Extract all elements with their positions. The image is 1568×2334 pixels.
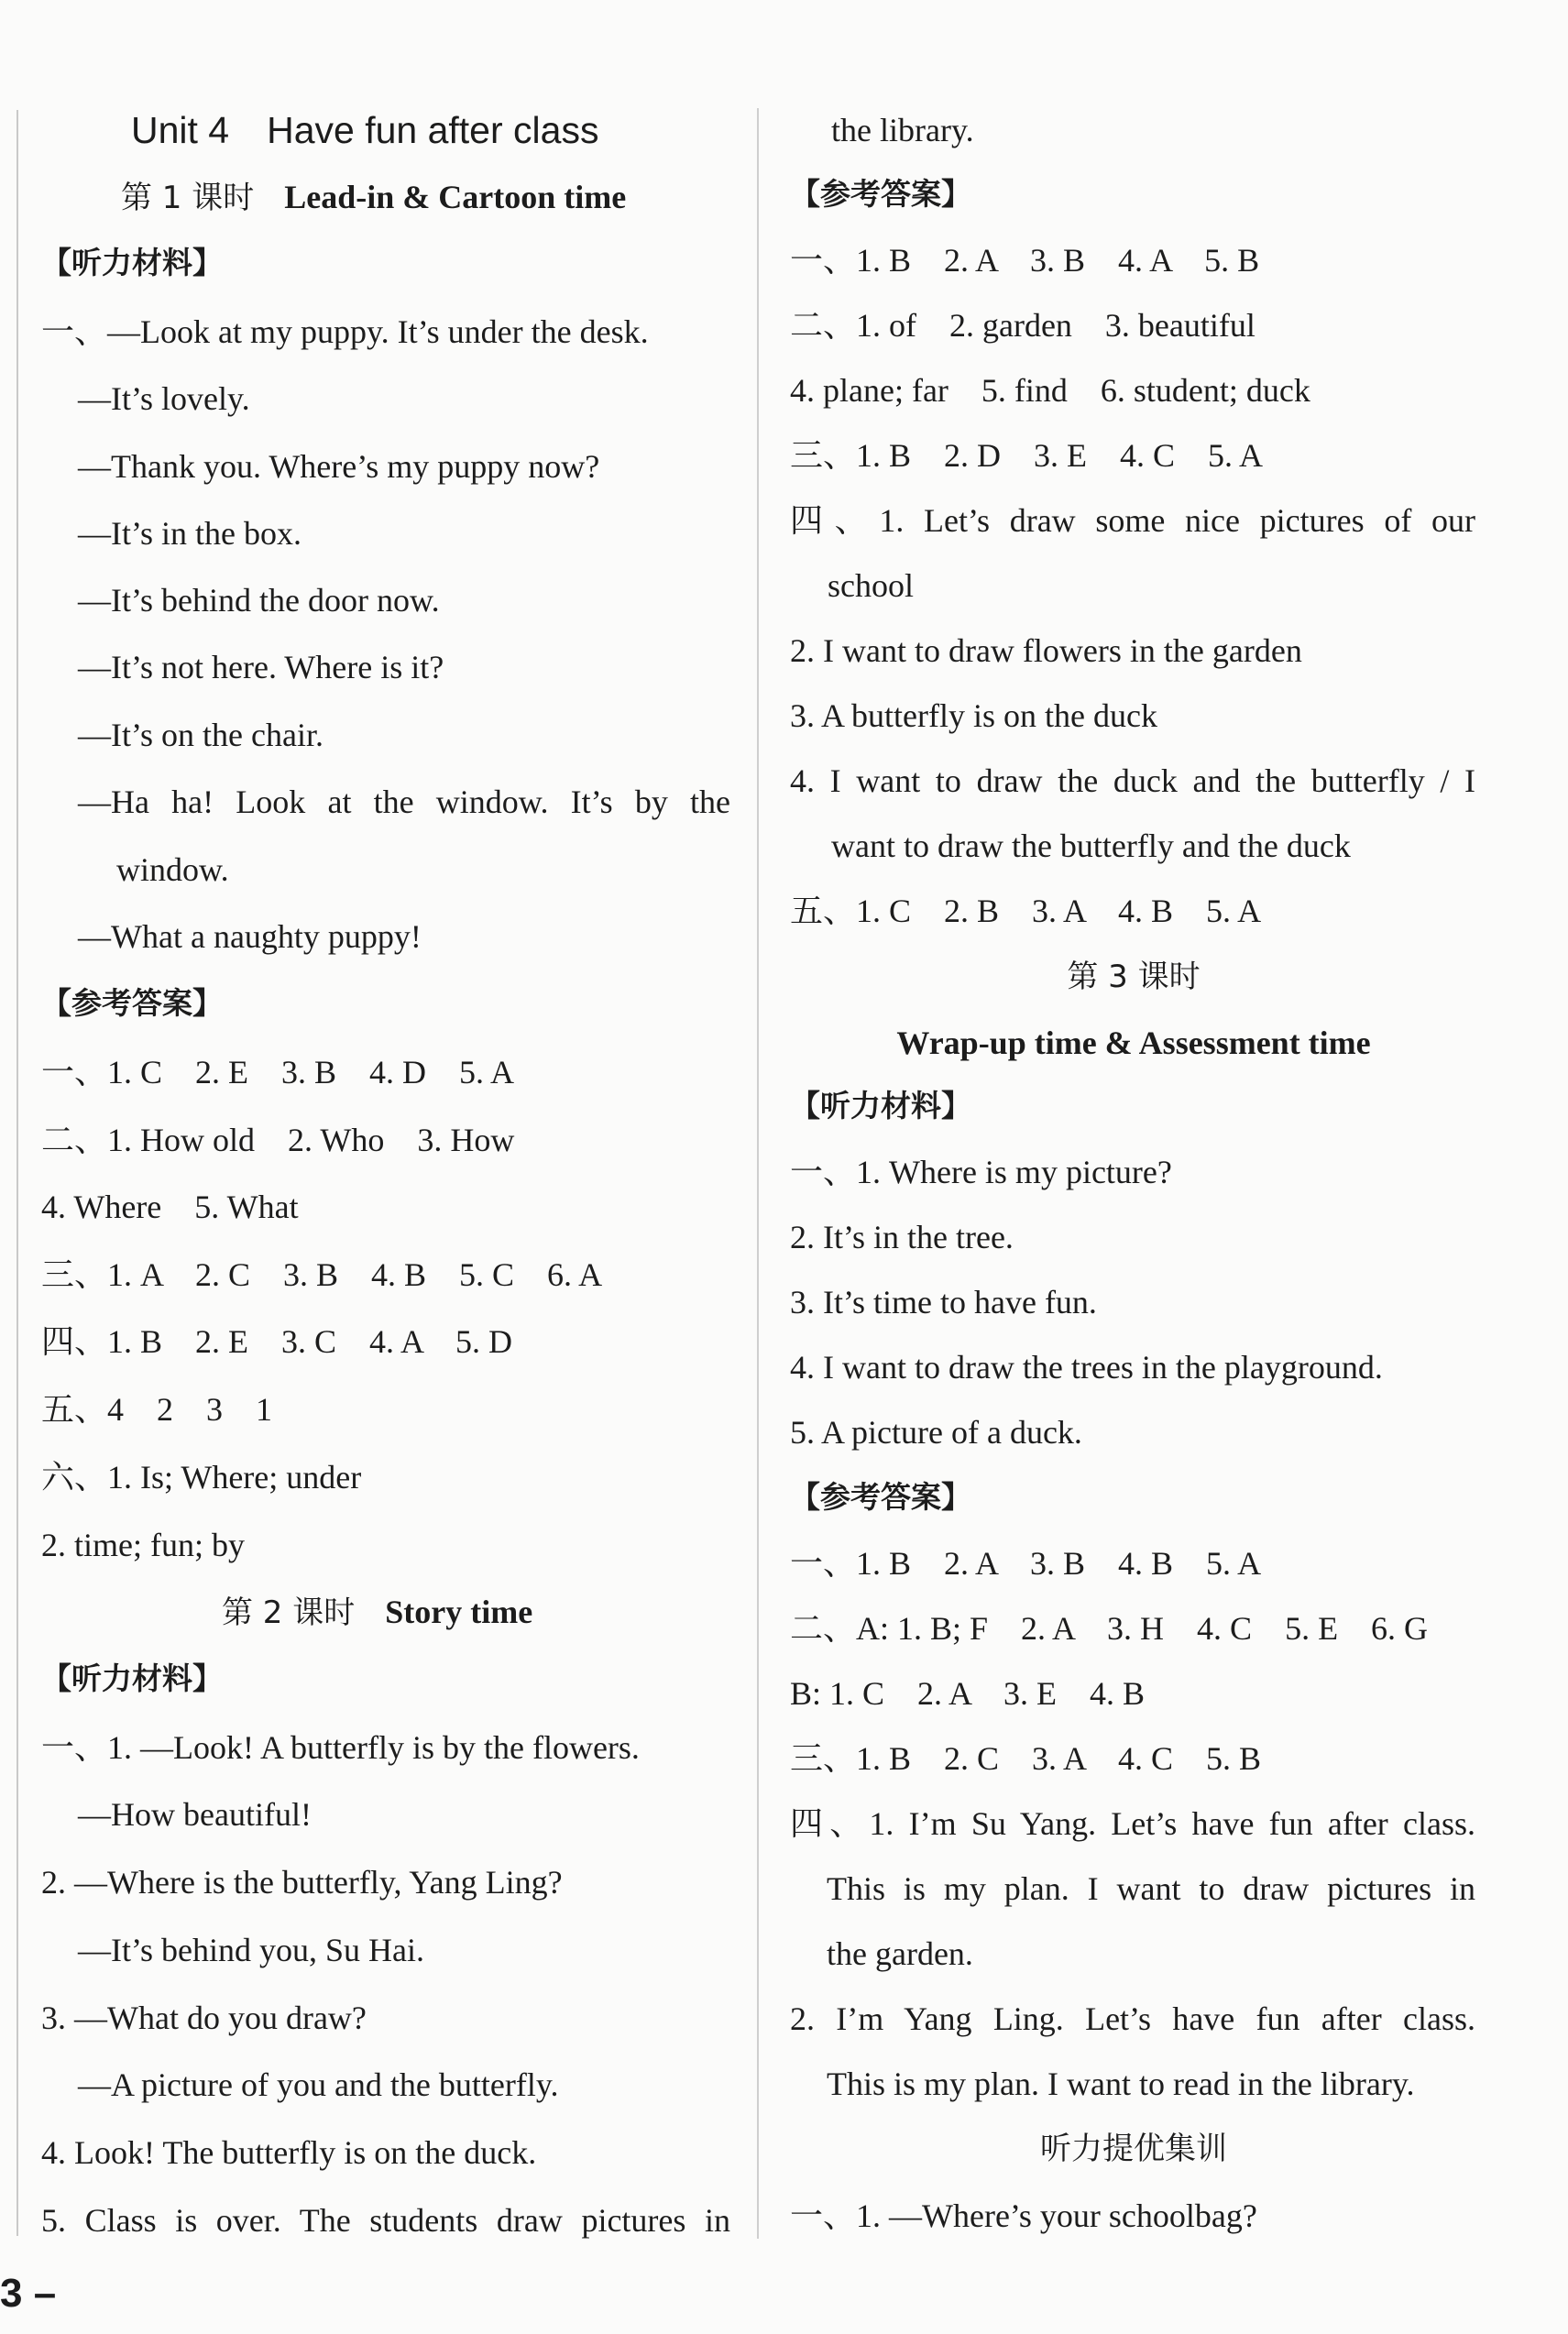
answer-line: 三、1. A 2. C 3. B 4. B 5. C 6. A bbox=[41, 1256, 603, 1293]
answer-line: 五、1. C 2. B 3. A 4. B 5. A bbox=[790, 893, 1262, 929]
text-line: 3. —What do you draw? bbox=[41, 2000, 367, 2036]
lesson-1-number: 第 1 课时 bbox=[121, 180, 255, 216]
answer-line: 3. A butterfly is on the duck bbox=[790, 697, 1157, 734]
answer-line: 三、1. B 2. D 3. E 4. C 5. A bbox=[790, 437, 1264, 474]
answer-line: want to draw the butterfly and the duck bbox=[831, 827, 1351, 864]
text-line: 4. I want to draw the trees in the playground. bbox=[790, 1349, 1383, 1386]
answer-line: 四、1. B 2. E 3. C 4. A 5. D bbox=[41, 1323, 513, 1360]
text-line: 4. Look! The butterfly is on the duck. bbox=[41, 2134, 537, 2171]
lesson-1-heading bbox=[121, 177, 626, 217]
page-number: 3 – bbox=[0, 2271, 57, 2316]
text-line: —It’s lovely. bbox=[78, 380, 250, 417]
answer-line: This is my plan. I want to read in the library. bbox=[827, 2066, 1415, 2102]
text-line: —Ha ha! Look at the window. It’s by the bbox=[78, 783, 730, 820]
answer-line: 六、1. Is; Where; under bbox=[41, 1459, 362, 1496]
text-line: —It’s on the chair. bbox=[78, 717, 323, 753]
text-line: —It’s in the box. bbox=[78, 515, 302, 552]
text-line: 2. It’s in the tree. bbox=[790, 1219, 1014, 1255]
answer-line: 一、1. C 2. E 3. B 4. D 5. A bbox=[41, 1054, 515, 1090]
answer-line: 二、1. of 2. garden 3. beautiful bbox=[790, 307, 1255, 344]
answer-line: 二、A: 1. B; F 2. A 3. H 4. C 5. E 6. G bbox=[790, 1610, 1429, 1647]
text-line: 一、1. —Where’s your schoolbag? bbox=[790, 2197, 1257, 2234]
section-reference-answers: 【参考答案】 bbox=[790, 176, 971, 212]
lesson-3-heading bbox=[790, 956, 1477, 996]
answer-line: school bbox=[828, 567, 914, 604]
text-line: —What a naughty puppy! bbox=[78, 918, 422, 955]
lesson-2-title: Story time bbox=[385, 1594, 533, 1630]
text-line: 一、—Look at my puppy. It’s under the desk. bbox=[41, 313, 649, 350]
text-line: 3. It’s time to have fun. bbox=[790, 1284, 1097, 1320]
text-line: —It’s behind the door now. bbox=[78, 582, 440, 619]
answer-line: 三、1. B 2. C 3. A 4. C 5. B bbox=[790, 1740, 1262, 1777]
text-line: 2. —Where is the butterfly, Yang Ling? bbox=[41, 1864, 563, 1901]
section-reference-answers: 【参考答案】 bbox=[790, 1479, 971, 1515]
text-line: 5. A picture of a duck. bbox=[790, 1414, 1082, 1451]
section-listening-material: 【听力材料】 bbox=[41, 1660, 223, 1696]
text-line: —It’s not here. Where is it? bbox=[78, 649, 444, 685]
text-line: 一、1. Where is my picture? bbox=[790, 1154, 1172, 1190]
text-line: —It’s behind you, Su Hai. bbox=[78, 1932, 424, 1968]
lesson-3-number: 第 3 课时 bbox=[1067, 959, 1201, 995]
answer-line: This is my plan. I want to draw pictures in bbox=[827, 1870, 1475, 1907]
answer-line: 4. plane; far 5. find 6. student; duck bbox=[790, 372, 1310, 409]
text-line: 一、1. —Look! A butterfly is by the flowers. bbox=[41, 1729, 640, 1766]
text-line: —How beautiful! bbox=[78, 1796, 312, 1833]
answer-line: 一、1. B 2. A 3. B 4. A 5. B bbox=[790, 242, 1260, 279]
section-listening-material: 【听力材料】 bbox=[41, 245, 223, 280]
answer-line: 4. Where 5. What bbox=[41, 1189, 299, 1225]
page-edge-line bbox=[16, 110, 18, 2236]
answer-line: 四、1. Let’s draw some nice pictures of our bbox=[790, 502, 1475, 539]
lesson-2-heading bbox=[222, 1592, 532, 1632]
answer-line: 2. I’m Yang Ling. Let’s have fun after class. bbox=[790, 2000, 1475, 2037]
answer-line: 2. I want to draw flowers in the garden bbox=[790, 632, 1302, 669]
answer-line: 2. time; fun; by bbox=[41, 1527, 245, 1563]
answer-line: 五、4 2 3 1 bbox=[41, 1391, 273, 1428]
text-line: 5. Class is over. The students draw pictures in bbox=[41, 2202, 730, 2239]
text-line: the library. bbox=[831, 112, 974, 148]
answer-line: 一、1. B 2. A 3. B 4. B 5. A bbox=[790, 1545, 1262, 1582]
lesson-3-title: Wrap-up time & Assessment time bbox=[896, 1025, 1371, 1061]
text-line: —Thank you. Where’s my puppy now? bbox=[78, 448, 600, 485]
answer-line: the garden. bbox=[827, 1935, 973, 1972]
answer-line: 二、1. How old 2. Who 3. How bbox=[41, 1122, 515, 1158]
unit-title: Unit 4 Have fun after class bbox=[131, 109, 599, 151]
text-line: —A picture of you and the butterfly. bbox=[78, 2066, 559, 2103]
section-listening-material: 【听力材料】 bbox=[790, 1088, 971, 1123]
answer-line: 4. I want to draw the duck and the butterfly / I bbox=[790, 762, 1475, 799]
column-divider bbox=[757, 108, 759, 2239]
section-heading-listening-training: 听力提优集训 bbox=[1040, 2131, 1227, 2167]
answer-line: 四、1. I’m Su Yang. Let’s have fun after class. bbox=[790, 1805, 1475, 1842]
section-reference-answers: 【参考答案】 bbox=[41, 985, 223, 1021]
answer-line: B: 1. C 2. A 3. E 4. B bbox=[790, 1675, 1146, 1712]
lesson-1-title: Lead-in & Cartoon time bbox=[284, 179, 627, 215]
lesson-2-number: 第 2 课时 bbox=[222, 1594, 356, 1631]
text-line: window. bbox=[116, 851, 229, 888]
